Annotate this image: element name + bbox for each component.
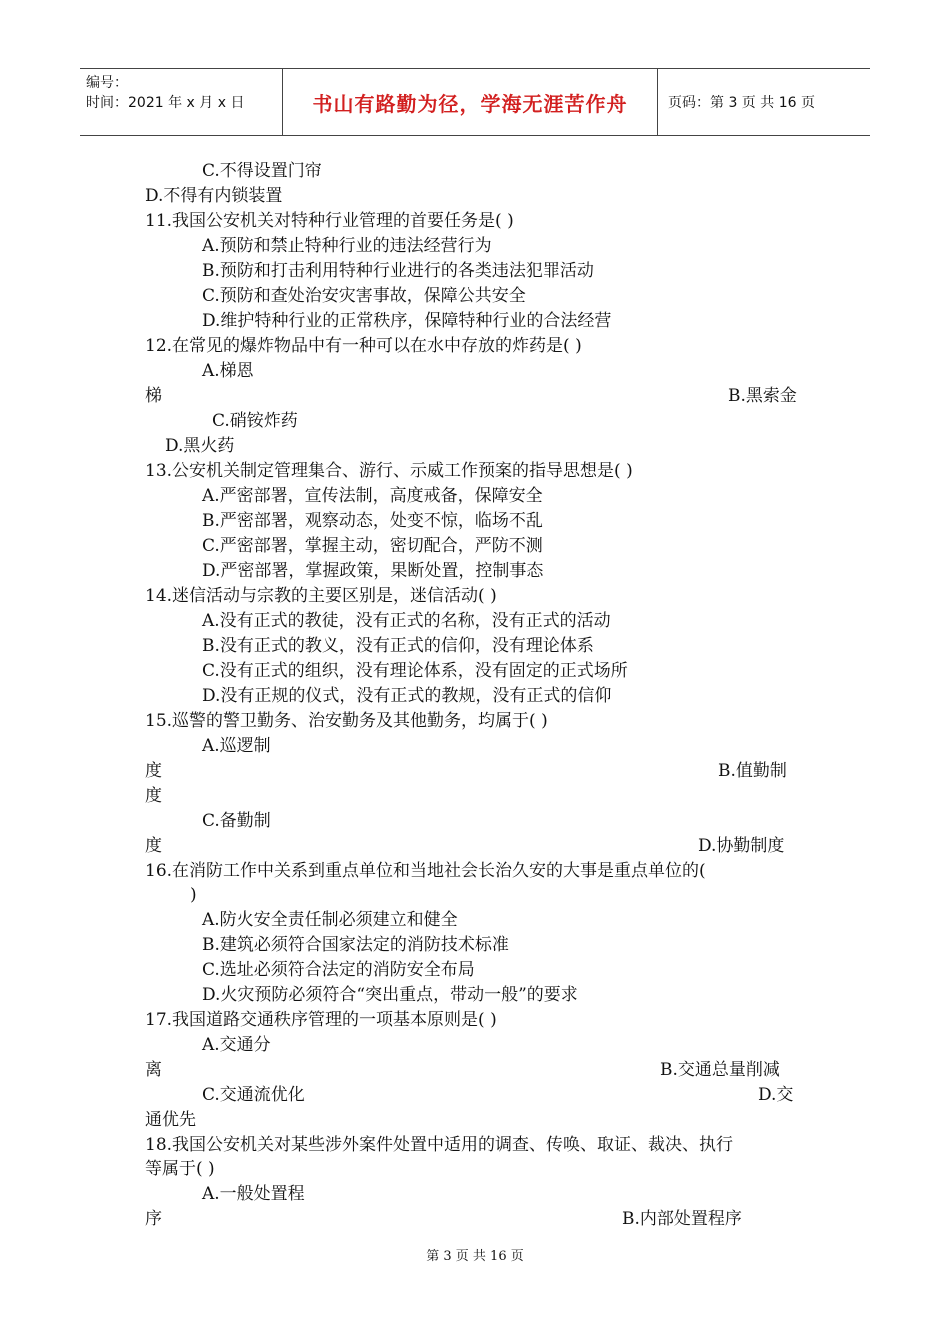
text-line: 17.我国道路交通秩序管理的一项基本原则是( ) bbox=[145, 1010, 497, 1030]
text-line: D.不得有内锁装置 bbox=[145, 186, 283, 206]
text-line: B.内部处置程序 bbox=[622, 1209, 742, 1229]
text-line: 序 bbox=[145, 1209, 162, 1229]
text-line: C.严密部署，掌握主动，密切配合，严防不测 bbox=[202, 536, 543, 556]
text-line: A.交通分 bbox=[202, 1035, 271, 1055]
text-line: D.协勤制度 bbox=[698, 836, 785, 856]
text-line: C.选址必须符合法定的消防安全布局 bbox=[202, 960, 475, 980]
text-line: 18.我国公安机关对某些涉外案件处置中适用的调查、传唤、取证、裁决、执行 bbox=[145, 1135, 734, 1155]
text-line: D.交 bbox=[758, 1085, 794, 1105]
text-line: C.预防和查处治安灾害事故，保障公共安全 bbox=[202, 286, 526, 306]
text-line: 15.巡警的警卫勤务、治安勤务及其他勤务，均属于( ) bbox=[145, 711, 548, 731]
text-line: 梯 bbox=[145, 386, 162, 406]
text-line: 度 bbox=[145, 761, 162, 781]
header-page-number: 页码：第 3 页 共 16 页 bbox=[668, 95, 815, 111]
text-line: 14.迷信活动与宗教的主要区别是，迷信活动( ) bbox=[145, 586, 497, 606]
page-header bbox=[80, 68, 870, 136]
header-motto: 书山有路勤为径，学海无涯苦作舟 bbox=[282, 69, 658, 135]
text-line: A.一般处置程 bbox=[202, 1184, 305, 1204]
text-line: 11.我国公安机关对特种行业管理的首要任务是( ) bbox=[145, 211, 514, 231]
text-line: 度 bbox=[145, 786, 162, 806]
text-line: A.巡逻制 bbox=[202, 736, 271, 756]
text-line: C.交通流优化 bbox=[202, 1085, 305, 1105]
text-line: D.火灾预防必须符合“突出重点，带动一般”的要求 bbox=[202, 985, 578, 1005]
page-footer: 第 3 页 共 16 页 bbox=[426, 1249, 524, 1264]
text-line: C.硝铵炸药 bbox=[212, 411, 298, 431]
text-line: B.交通总量削减 bbox=[660, 1060, 780, 1080]
text-line: 13.公安机关制定管理集合、游行、示威工作预案的指导思想是( ) bbox=[145, 461, 633, 481]
text-line: A.严密部署，宣传法制，高度戒备，保障安全 bbox=[202, 486, 543, 506]
text-line: A.防火安全责任制必须建立和健全 bbox=[202, 910, 458, 930]
text-line: B.黑索金 bbox=[728, 386, 797, 406]
text-line: D.严密部署，掌握政策，果断处置，控制事态 bbox=[202, 561, 544, 581]
text-line: C.备勤制 bbox=[202, 811, 271, 831]
text-line: B.值勤制 bbox=[718, 761, 787, 781]
text-line: C.不得设置门帘 bbox=[202, 161, 322, 181]
text-line: D.没有正规的仪式，没有正式的教规，没有正式的信仰 bbox=[202, 686, 612, 706]
text-line: A.预防和禁止特种行业的违法经营行为 bbox=[202, 236, 492, 256]
text-line: 16.在消防工作中关系到重点单位和当地社会长治久安的大事是重点单位的( bbox=[145, 861, 706, 881]
header-meta bbox=[80, 69, 282, 135]
text-line: D.黑火药 bbox=[165, 436, 235, 456]
document-date: 时间：2021 年 x 月 x 日 bbox=[86, 95, 245, 111]
text-line: A.梯恩 bbox=[202, 361, 254, 381]
text-line: B.预防和打击利用特种行业进行的各类违法犯罪活动 bbox=[202, 261, 594, 281]
text-line: 离 bbox=[145, 1060, 162, 1080]
text-line: ) bbox=[190, 885, 197, 905]
text-line: B.没有正式的教义，没有正式的信仰，没有理论体系 bbox=[202, 636, 594, 656]
text-line: 通优先 bbox=[145, 1110, 196, 1130]
text-line: 度 bbox=[145, 836, 162, 856]
document-number-label: 编号： bbox=[86, 75, 128, 91]
text-line: D.维护特种行业的正常秩序，保障特种行业的合法经营 bbox=[202, 311, 612, 331]
text-line: A.没有正式的教徒，没有正式的名称，没有正式的活动 bbox=[202, 611, 611, 631]
text-line: 12.在常见的爆炸物品中有一种可以在水中存放的炸药是( ) bbox=[145, 336, 582, 356]
text-line: C.没有正式的组织，没有理论体系，没有固定的正式场所 bbox=[202, 661, 628, 681]
text-line: 等属于( ) bbox=[145, 1159, 215, 1179]
text-line: B.严密部署，观察动态，处变不惊，临场不乱 bbox=[202, 511, 543, 531]
text-line: B.建筑必须符合国家法定的消防技术标准 bbox=[202, 935, 509, 955]
